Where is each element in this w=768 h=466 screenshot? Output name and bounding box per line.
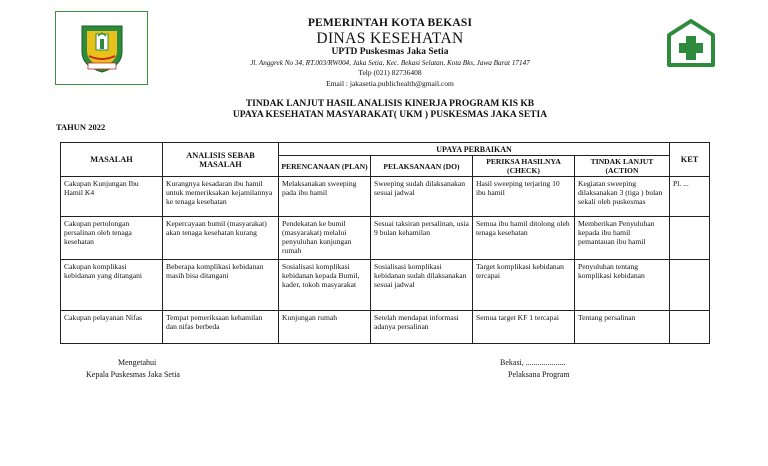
signature-left-title: Kepala Puskesmas Jaka Setia	[86, 370, 180, 379]
header-analisis: ANALISIS SEBAB MASALAH	[163, 143, 279, 177]
cell-analisis: Beberapa komplikasi kebidanan masih bisa ditangani	[163, 260, 279, 311]
cell-do: Setelah mendapat informasi adanya persalinan	[371, 311, 473, 344]
header-check: PERIKSA HASILNYA (CHECK)	[473, 156, 575, 177]
cell-ket: Pl. ...	[670, 177, 710, 217]
cell-action: Penyuluhan tentang komplikasi kebidanan	[575, 260, 670, 311]
unit-name: UPTD Puskesmas Jaka Setia	[331, 47, 449, 57]
cell-analisis: Kepercayaan bumil (masyarakat) akan tenaga kesehatan kurang	[163, 217, 279, 260]
cell-action: Memberikan Penyuluhan kepada ibu hamil pemantauan ibu hamil	[575, 217, 670, 260]
cell-masalah: Cakupan Kunjungan Ibu Hamil K4	[61, 177, 163, 217]
document-title	[150, 99, 630, 121]
table-row	[61, 260, 710, 311]
header-upaya: UPAYA PERBAIKAN	[279, 143, 670, 156]
cell-ket	[670, 217, 710, 260]
address: Jl. Anggrek No 34, RT.003/RW004, Jaka Setia, Kec. Bekasi Selatan, Kota Bks, Jawa Barat 17147	[250, 59, 530, 67]
header-ket: KET	[670, 143, 710, 177]
cell-check: Semua target KF 1 tercapai	[473, 311, 575, 344]
cell-plan: Pendekatan ke bumil (masyarakat) melalui penyuluhan kunjungan rumah	[279, 217, 371, 260]
signature-left-label: Mengetahui	[118, 358, 157, 367]
signature-right-date: Bekasi, ....................	[500, 358, 566, 367]
email: Email : jakasetia.publichealth@gmail.com	[326, 79, 454, 88]
cell-check: Target komplikasi kebidanan tercapai	[473, 260, 575, 311]
cell-masalah: Cakupan pelayanan Nifas	[61, 311, 163, 344]
signature-right-title: Pelaksana Program	[508, 370, 570, 379]
cell-ket	[670, 260, 710, 311]
phone: Telp (021) 82736408	[358, 68, 422, 77]
table-row	[61, 311, 710, 344]
gov-name: PEMERINTAH KOTA BEKASI	[307, 17, 473, 29]
cell-plan: Melaksanakan sweeping pada ibu hamil	[279, 177, 371, 217]
title-line-1: TINDAK LANJUT HASIL ANALISIS KINERJA PROGRAM KIS KB	[245, 99, 535, 109]
cell-masalah: Cakupan komplikasi kebidanan yang ditangani	[61, 260, 163, 311]
cell-check: Hasil sweeping terjaring 10 ibu hamil	[473, 177, 575, 217]
cell-action: Kegiatan sweeping dilaksanakan 3 (tiga ) bulan sekali oleh puskesmas	[575, 177, 670, 217]
header-do: PELAKSANAAN (DO)	[371, 156, 473, 177]
agency-name: DINAS KESEHATAN	[316, 30, 464, 47]
bekasi-city-emblem-icon	[55, 11, 148, 85]
cell-masalah: Cakupan pertolongan persalinan oleh tenaga kesehatan	[61, 217, 163, 260]
table-row	[61, 177, 710, 217]
cell-do: Sosialisasi komplikasi kebidanan sudah dilaksanakan sesuai jadwal	[371, 260, 473, 311]
year-label: TAHUN 2022	[56, 122, 106, 132]
cell-do: Sweeping sudah dilaksanakan sesuai jadwal	[371, 177, 473, 217]
cell-action: Tentang persalinan	[575, 311, 670, 344]
letterhead	[190, 17, 590, 89]
cell-do: Sesuai taksiran persalinan, usia 9 bulan kehamilan	[371, 217, 473, 260]
table-row	[61, 217, 710, 260]
header-plan: PERENCANAAN (PLAN)	[279, 156, 371, 177]
title-line-2: UPAYA KESEHATAN MASYARAKAT( UKM ) PUSKESMAS JAKA SETIA	[232, 110, 548, 120]
cell-ket	[670, 311, 710, 344]
pdca-table	[60, 142, 710, 344]
cell-analisis: Tempat pemeriksaan kehamilan dan nifas berbeda	[163, 311, 279, 344]
cell-analisis: Kurangnya kesadaran ibu hamil untuk memeriksakan kejamilannya ke tenaga kesehatan	[163, 177, 279, 217]
health-cross-house-icon	[667, 19, 715, 67]
header-masalah: MASALAH	[61, 143, 163, 177]
cell-check: Semua ibu hamil ditolong oleh tenaga kesehatan	[473, 217, 575, 260]
cell-plan: Kunjungan rumah	[279, 311, 371, 344]
cell-plan: Sosialisasi komplikasi kebidanan kepada Bumil, kader, tokoh masyarakat	[279, 260, 371, 311]
header-action: TINDAK LANJUT (ACTION	[575, 156, 670, 177]
